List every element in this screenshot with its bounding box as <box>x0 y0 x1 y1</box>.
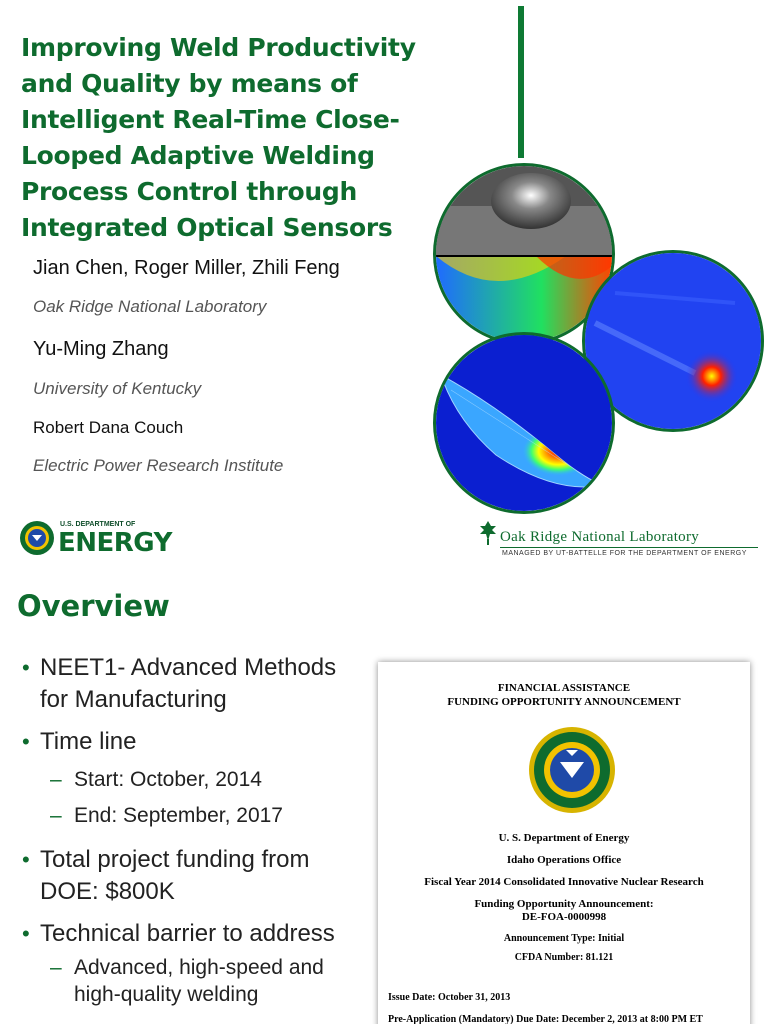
bullet-item <box>22 652 362 716</box>
bullet-text: Technical barrier to address <box>40 920 335 947</box>
foa-cfda-number: CFDA Number: 81.121 <box>514 952 614 963</box>
foa-office: Idaho Operations Office <box>506 854 622 866</box>
ornl-tagline: MANAGED BY UT-BATTELLE FOR THE DEPARTMENT OF ENERGY <box>502 550 747 557</box>
foa-announcement-type: Announcement Type: Initial <box>503 933 625 944</box>
overview-bullet-list <box>22 652 362 1018</box>
bullet-item <box>22 918 362 1008</box>
overview-slide <box>0 576 768 1024</box>
ornl-wordmark: Oak Ridge National Laboratory <box>500 529 700 545</box>
foa-header-line-2: FUNDING OPPORTUNITY ANNOUNCEMENT <box>447 696 681 708</box>
bullet-text: Total project funding from DOE: $800K <box>40 846 310 905</box>
foa-number: DE-FOA-0000998 <box>521 911 607 923</box>
oak-leaf-icon <box>478 521 498 545</box>
affiliation-3: Electric Power Research Institute <box>33 456 284 475</box>
bullet-item <box>22 726 362 834</box>
sub-bullet-item: – End: September, 2017 <box>40 798 362 834</box>
author-line-1: Jian Chen, Roger Miller, Zhili Feng <box>33 257 340 279</box>
author-line-3: Robert Dana Couch <box>33 418 184 437</box>
foa-issue-date: Issue Date: October 31, 2013 <box>388 992 511 1003</box>
doe-logo-wordmark: ENERGY <box>58 528 172 558</box>
foa-document-image <box>378 662 750 1024</box>
foa-header-line-1: FINANCIAL ASSISTANCE <box>497 682 631 694</box>
doe-logo-small-text: U.S. DEPARTMENT OF <box>60 521 136 528</box>
foa-label: Funding Opportunity Announcement: <box>474 898 654 910</box>
sub-bullet-item: – Advanced, high-speed and high-quality welding <box>40 954 362 1008</box>
doe-seal-icon <box>528 726 616 814</box>
foa-program: Fiscal Year 2014 Consolidated Innovative Nuclear Research <box>424 876 704 888</box>
ornl-rule <box>500 547 758 548</box>
author-line-2: Yu-Ming Zhang <box>33 338 169 360</box>
slide-title: Improving Weld Productivity and Quality by means of Intelligent Real-Time Close-Looped Adaptive Welding Process Control through Integrated Optical Sensors <box>21 33 416 242</box>
sub-bullet-item: – Start: October, 2014 <box>40 762 362 798</box>
foa-department: U. S. Department of Energy <box>498 832 630 844</box>
bullet-text: NEET1- Advanced Methods for Manufacturing <box>40 654 337 713</box>
weld-simulation-image <box>433 332 615 514</box>
affiliation-2: University of Kentucky <box>33 379 202 398</box>
overview-title: Overview <box>17 589 170 623</box>
foa-due-date: Pre-Application (Mandatory) Due Date: December 2, 2013 at 8:00 PM ET <box>388 1014 703 1024</box>
bullet-item <box>22 844 362 908</box>
title-accent-bar <box>518 6 524 158</box>
bullet-text: Time line <box>40 728 137 755</box>
affiliation-1: Oak Ridge National Laboratory <box>33 297 267 316</box>
